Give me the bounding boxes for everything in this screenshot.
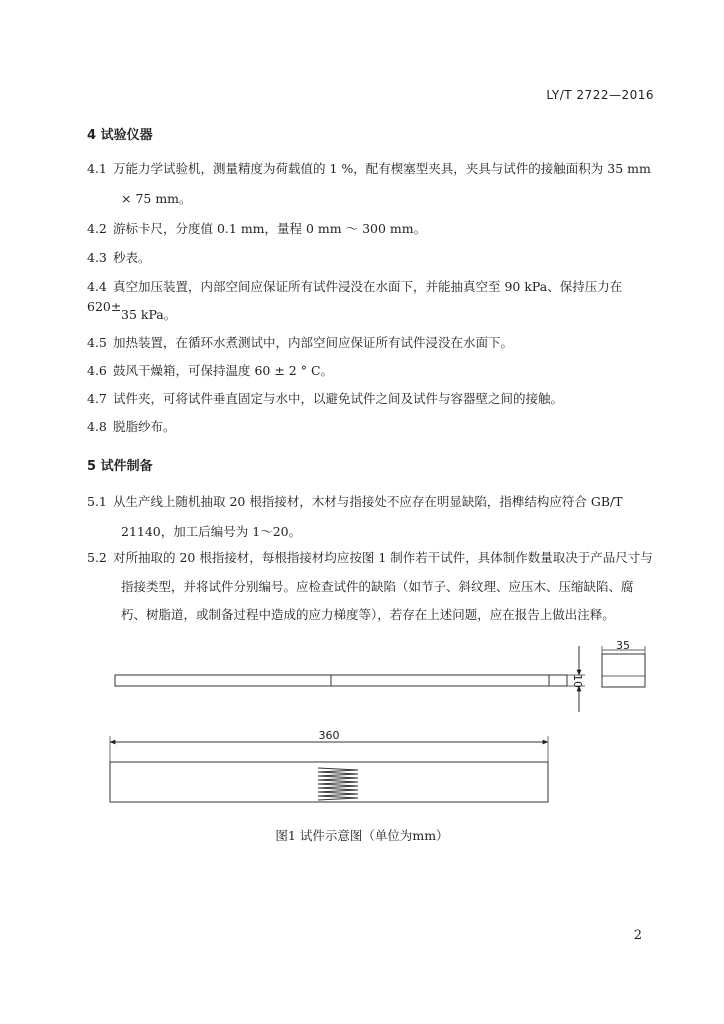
clause-number: 5.1 bbox=[87, 494, 107, 509]
clause-text: 游标卡尺，分度值 0.1 mm，量程 0 mm ～ 300 mm。 bbox=[113, 221, 427, 236]
document-header-id: LY/T 2722—2016 bbox=[546, 88, 654, 102]
clause-number: 4.6 bbox=[87, 363, 107, 378]
clause-4-1 bbox=[87, 159, 657, 179]
clause-number: 4.8 bbox=[87, 419, 107, 434]
clause-4-4-continuation: 35 kPa。 bbox=[121, 307, 177, 322]
clause-5-2-continuation-2: 朽、树脂道，或制备过程中造成的应力梯度等），若存在上述问题，应在报告上做出注释。 bbox=[121, 607, 615, 622]
clause-4-3 bbox=[87, 248, 657, 268]
clause-4-7 bbox=[87, 389, 657, 409]
clause-5-1-continuation: 21140，加工后编号为 1～20。 bbox=[121, 524, 302, 539]
width-dimension-label: 35 bbox=[616, 640, 630, 652]
clause-number: 4.4 bbox=[87, 279, 107, 294]
clause-text: 万能力学试验机，测量精度为荷载值的 1 %，配有楔塞型夹具，夹具与试件的接触面积为 35 mm bbox=[113, 161, 651, 176]
clause-text: 从生产线上随机抽取 20 根指接材，木材与指接处不应存在明显缺陷，指榫结构应符合 GB/T bbox=[113, 494, 623, 509]
specimen-figure bbox=[0, 640, 724, 820]
clause-text: 脱脂纱布。 bbox=[113, 419, 176, 434]
clause-text: 秒表。 bbox=[113, 250, 151, 265]
clause-4-1-continuation: × 75 mm。 bbox=[121, 191, 192, 206]
specimen-top-view bbox=[110, 762, 548, 802]
section-4-title: 4 试验仪器 bbox=[87, 128, 153, 143]
clause-text: 对所抽取的 20 根指接材，每根指接材均应按图 1 制作若干试件，具体制作数量取决于产品尺寸与 bbox=[113, 550, 653, 565]
clause-text: 加热装置，在循环水煮测试中，内部空间应保证所有试件浸没在水面下。 bbox=[113, 335, 514, 350]
clause-5-2 bbox=[87, 548, 657, 568]
clause-5-1 bbox=[87, 492, 657, 512]
clause-number: 5.2 bbox=[87, 550, 107, 565]
specimen-side-view bbox=[115, 675, 567, 686]
figure-caption: 图1 试件示意图（单位为mm） bbox=[275, 828, 449, 843]
clause-text: 鼓风干燥箱，可保持温度 60 ± 2 ° C。 bbox=[113, 363, 334, 378]
thickness-dimension-label: 10 bbox=[571, 674, 584, 688]
clause-text: 真空加压装置，内部空间应保证所有试件浸没在水面下，并能抽真空至 90 kPa、保持压力在 620± bbox=[87, 279, 623, 314]
clause-5-2-continuation-1: 指接类型，并将试件分别编号。应检查试件的缺陷（如节子、斜纹理、应压木、压缩缺陷、腐 bbox=[121, 579, 634, 594]
clause-number: 4.7 bbox=[87, 391, 107, 406]
clause-number: 4.3 bbox=[87, 250, 107, 265]
clause-number: 4.2 bbox=[87, 221, 107, 236]
length-dimension-label: 360 bbox=[318, 729, 340, 742]
clause-number: 4.1 bbox=[87, 161, 107, 176]
clause-4-8 bbox=[87, 417, 657, 437]
section-5-title: 5 试件制备 bbox=[87, 459, 153, 474]
clause-4-2 bbox=[87, 219, 657, 239]
clause-text: 试件夹，可将试件垂直固定与水中，以避免试件之间及试件与容器壁之间的接触。 bbox=[113, 391, 564, 406]
clause-number: 4.5 bbox=[87, 335, 107, 350]
clause-4-5 bbox=[87, 333, 657, 353]
clause-4-6 bbox=[87, 361, 657, 381]
finger-joint-zigzag bbox=[318, 768, 358, 800]
page-number: 2 bbox=[633, 928, 642, 943]
specimen-cross-section bbox=[602, 654, 645, 687]
